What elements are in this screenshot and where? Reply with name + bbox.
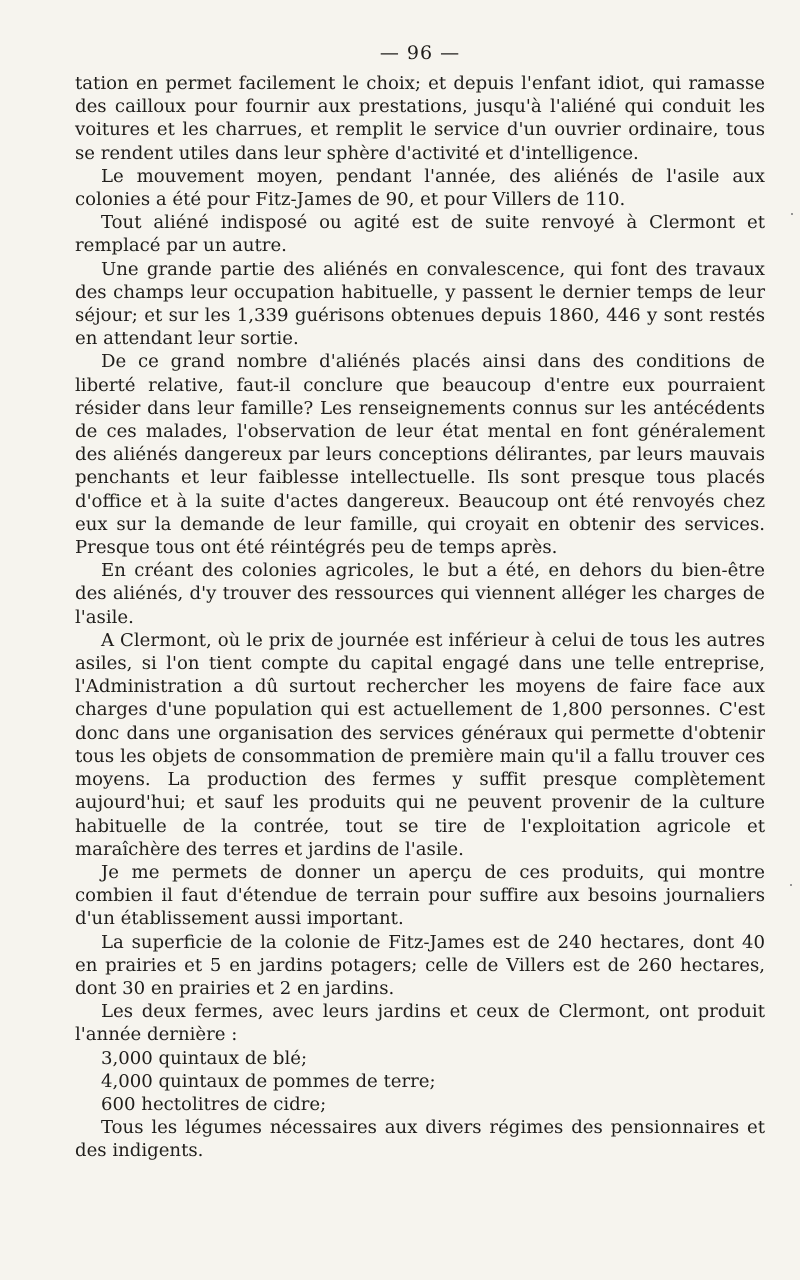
paragraph-average-movement: Le mouvement moyen, pendant l'année, des aliénés de l'asile aux colonies a été pour Fitz-James de 90, et pour Villers de 110. — [75, 165, 765, 211]
product-item-wheat: 3,000 quintaux de blé; — [101, 1047, 308, 1069]
product-item-potatoes: 4,000 quintaux de pommes de terre; — [101, 1070, 436, 1092]
page-number: — 96 — — [379, 42, 461, 64]
paragraph-colony-purpose: En créant des colonies agricoles, le but a été, en dehors du bien-être des aliénés, d'y trouver des ressources qui viennent alléger les charges de l'asile. — [75, 560, 765, 628]
paragraph-vegetables: Tous les légumes nécessaires aux divers régimes des pensionnaires et des indigents. — [75, 1117, 765, 1162]
margin-mark — [790, 884, 792, 886]
body-text — [75, 72, 765, 1163]
paragraph-sent-back: Tout aliéné indisposé ou agité est de suite renvoyé à Clermont et remplacé par un autre. — [75, 212, 765, 257]
paragraph-products-intro: Je me permets de donner un aperçu de ces produits, qui montre combien il faut d'étendue de terrain pour suffire aux besoins journaliers d'un établissement aussi important. — [75, 861, 765, 930]
product-item-cider: 600 hectolitres de cidre; — [101, 1093, 327, 1115]
paragraph-clermont-costs: A Clermont, où le prix de journée est inférieur à celui de tous les autres asiles, si l'on tient compte du capital engagé dans une telle entreprise, l'Administration a dû surtout rechercher les moyens de faire face aux charges d'une population qui est actuellement de 1,800 personnes. C'est donc dans une organisation des services généraux qui permette d'obtenir tous les objets de consommation de première main qu'il a fallu trouver ces moyens. La production des fermes y suffit presque complètement aujourd'hui; et sauf les produits qui ne peuvent provenir de la culture habituelle de la contrée, tout se tire de l'exploitation agricole et maraîchère des terres et jardins de l'asile. — [75, 629, 765, 860]
paragraph-convalescence: Une grande partie des aliénés en convalescence, qui font des travaux des champs leur occupation habituelle, y passent le dernier temps de leur séjour; et sur les 1,339 guérisons obtenues depuis 1860, 446 y sont restés en attendant leur sortie. — [75, 258, 765, 350]
paragraph-dangerous-patients: De ce grand nombre d'aliénés placés ainsi dans des conditions de liberté relative, faut-il conclure que beaucoup d'entre eux pourraient résider dans leur famille? Les renseignements connus sur les antécédents de ces malades, l'observation de leur état mental en font généralement des aliénés dangereux par leurs conceptions délirantes, par leurs mauvais penchants et leur faiblesse intellectuelle. Ils sont presque tous placés d'office et à la suite d'actes dangereux. Beaucoup ont été renvoyés chez eux sur la demande de leur famille, qui croyait en obtenir des services. Presque tous ont été réintégrés peu de temps après. — [75, 351, 765, 559]
margin-mark — [791, 213, 793, 215]
paragraph-land-area: La superficie de la colonie de Fitz-James est de 240 hectares, dont 40 en prairies et 5 en jardins potagers; celle de Villers est de 260 hectares, dont 30 en prairies et 2 en jardins. — [75, 931, 765, 999]
paragraph-continuation: tation en permet facilement le choix; et depuis l'enfant idiot, qui ramasse des cailloux pour fournir aux prestations, jusqu'à l'aliéné qui conduit les voitures et les charrues, et remplit le service d'un ouvrier ordinaire, tous se rendent utiles dans leur sphère d'activité et d'intelligence. — [75, 73, 765, 164]
paragraph-farm-output: Les deux fermes, avec leurs jardins et ceux de Clermont, ont produit l'année dernière : — [75, 1001, 765, 1046]
